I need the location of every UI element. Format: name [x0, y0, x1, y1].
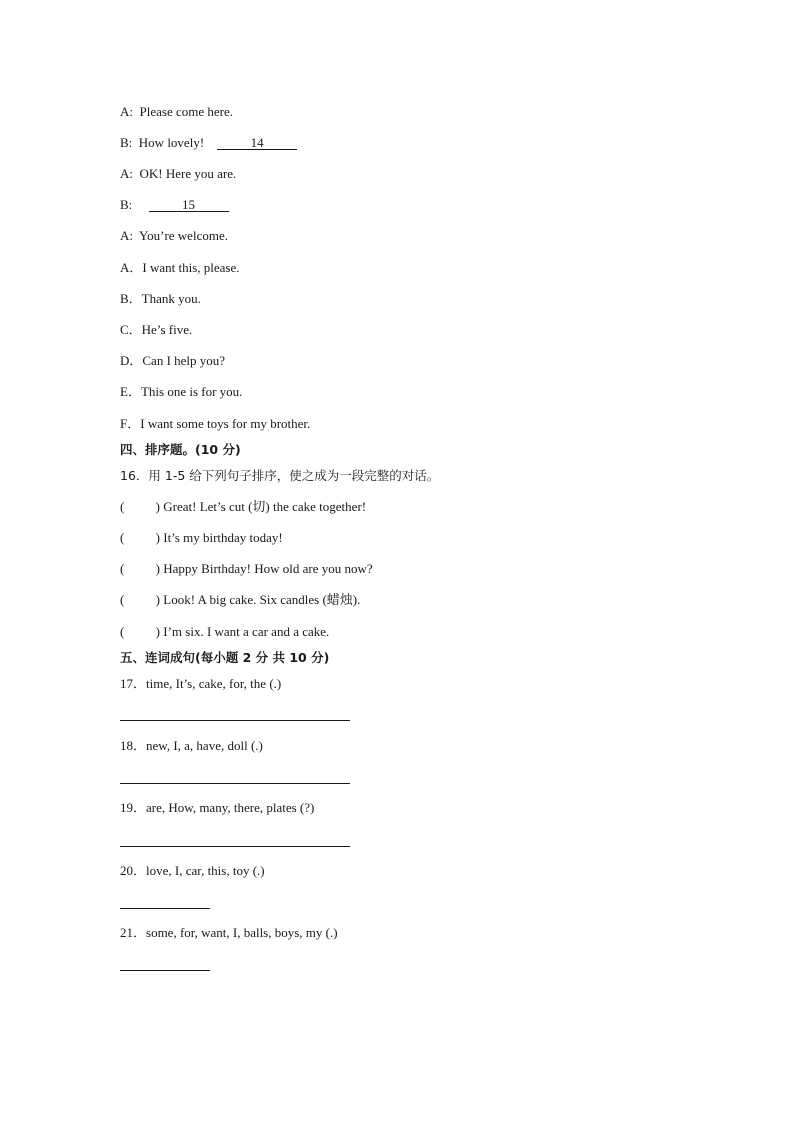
question-text: are, How, many, there, plates (?) [146, 800, 315, 815]
ordering-text: Great! Let’s cut (切) the cake together! [163, 499, 367, 514]
question-21 [120, 925, 338, 941]
question-20 [120, 863, 265, 879]
order-blank[interactable]: ( ) [120, 624, 160, 639]
speaker: A: [120, 166, 133, 181]
option-letter: C． [120, 322, 142, 337]
question-17 [120, 676, 281, 692]
option-item [120, 416, 310, 432]
question-text: time, It’s, cake, for, the (.) [146, 676, 282, 691]
question-text: new, I, a, have, doll (.) [146, 738, 263, 753]
order-blank[interactable]: ( ) [120, 530, 160, 545]
speaker: B: [120, 135, 133, 150]
question-19 [120, 800, 314, 816]
ordering-item [120, 624, 329, 640]
option-item [120, 384, 242, 400]
ordering-item [120, 561, 373, 577]
option-letter: A． [120, 260, 143, 275]
question-text: some, for, want, I, balls, boys, my (.) [146, 925, 338, 940]
answer-line[interactable] [120, 783, 350, 784]
speaker: A: [120, 228, 133, 243]
option-item [120, 291, 201, 307]
speaker: B: [120, 197, 133, 212]
ordering-text: Happy Birthday! How old are you now? [163, 561, 373, 576]
question-18 [120, 738, 263, 754]
order-blank[interactable]: ( ) [120, 499, 160, 514]
question-number: 21． [120, 925, 147, 940]
option-letter: F． [120, 416, 141, 431]
option-item [120, 353, 225, 369]
question-text: love, I, car, this, toy (.) [146, 863, 265, 878]
answer-line[interactable] [120, 720, 350, 721]
dialogue-text: Please come here. [139, 104, 233, 119]
ordering-text: Look! A big cake. Six candles (蜡烛). [163, 592, 361, 607]
section-heading: 四、排序题。(10 分) [120, 442, 241, 457]
question-number: 17． [120, 676, 147, 691]
option-letter: B． [120, 291, 142, 306]
question-number: 20． [120, 863, 147, 878]
answer-line[interactable] [120, 908, 210, 909]
option-text: I want this, please. [142, 260, 240, 275]
dialogue-line [120, 135, 297, 151]
dialogue-line [120, 197, 229, 213]
speaker: A: [120, 104, 133, 119]
option-text: This one is for you. [140, 384, 243, 399]
dialogue-text: How lovely! [138, 135, 205, 150]
dialogue-line [120, 104, 233, 120]
dialogue-line [120, 166, 236, 182]
answer-line[interactable] [120, 846, 350, 847]
question-number: 18． [120, 738, 147, 753]
option-item [120, 260, 240, 276]
option-letter: D． [120, 353, 143, 368]
option-text: He’s five. [141, 322, 193, 337]
option-text: Thank you. [141, 291, 201, 306]
ordering-item [120, 530, 283, 546]
ordering-item [120, 499, 366, 515]
answer-blank-15[interactable]: 15 [149, 198, 229, 212]
order-blank[interactable]: ( ) [120, 592, 160, 607]
ordering-item [120, 592, 360, 608]
dialogue-text: You’re welcome. [139, 228, 228, 243]
ordering-text: It’s my birthday today! [163, 530, 283, 545]
option-item [120, 322, 192, 338]
dialogue-text: OK! Here you are. [139, 166, 237, 181]
answer-blank-14[interactable]: 14 [217, 136, 297, 150]
order-blank[interactable]: ( ) [120, 561, 160, 576]
option-letter: E． [120, 384, 141, 399]
answer-line[interactable] [120, 970, 210, 971]
option-text: I want some toys for my brother. [140, 416, 311, 431]
section-heading: 五、连词成句(每小题 2 分 共 10 分) [120, 650, 330, 665]
ordering-text: I’m six. I want a car and a cake. [163, 624, 330, 639]
question-number: 19． [120, 800, 147, 815]
dialogue-line [120, 228, 228, 244]
option-text: Can I help you? [142, 353, 226, 368]
question-prompt: 16．用 1-5 给下列句子排序，使之成为一段完整的对话。 [120, 468, 440, 483]
